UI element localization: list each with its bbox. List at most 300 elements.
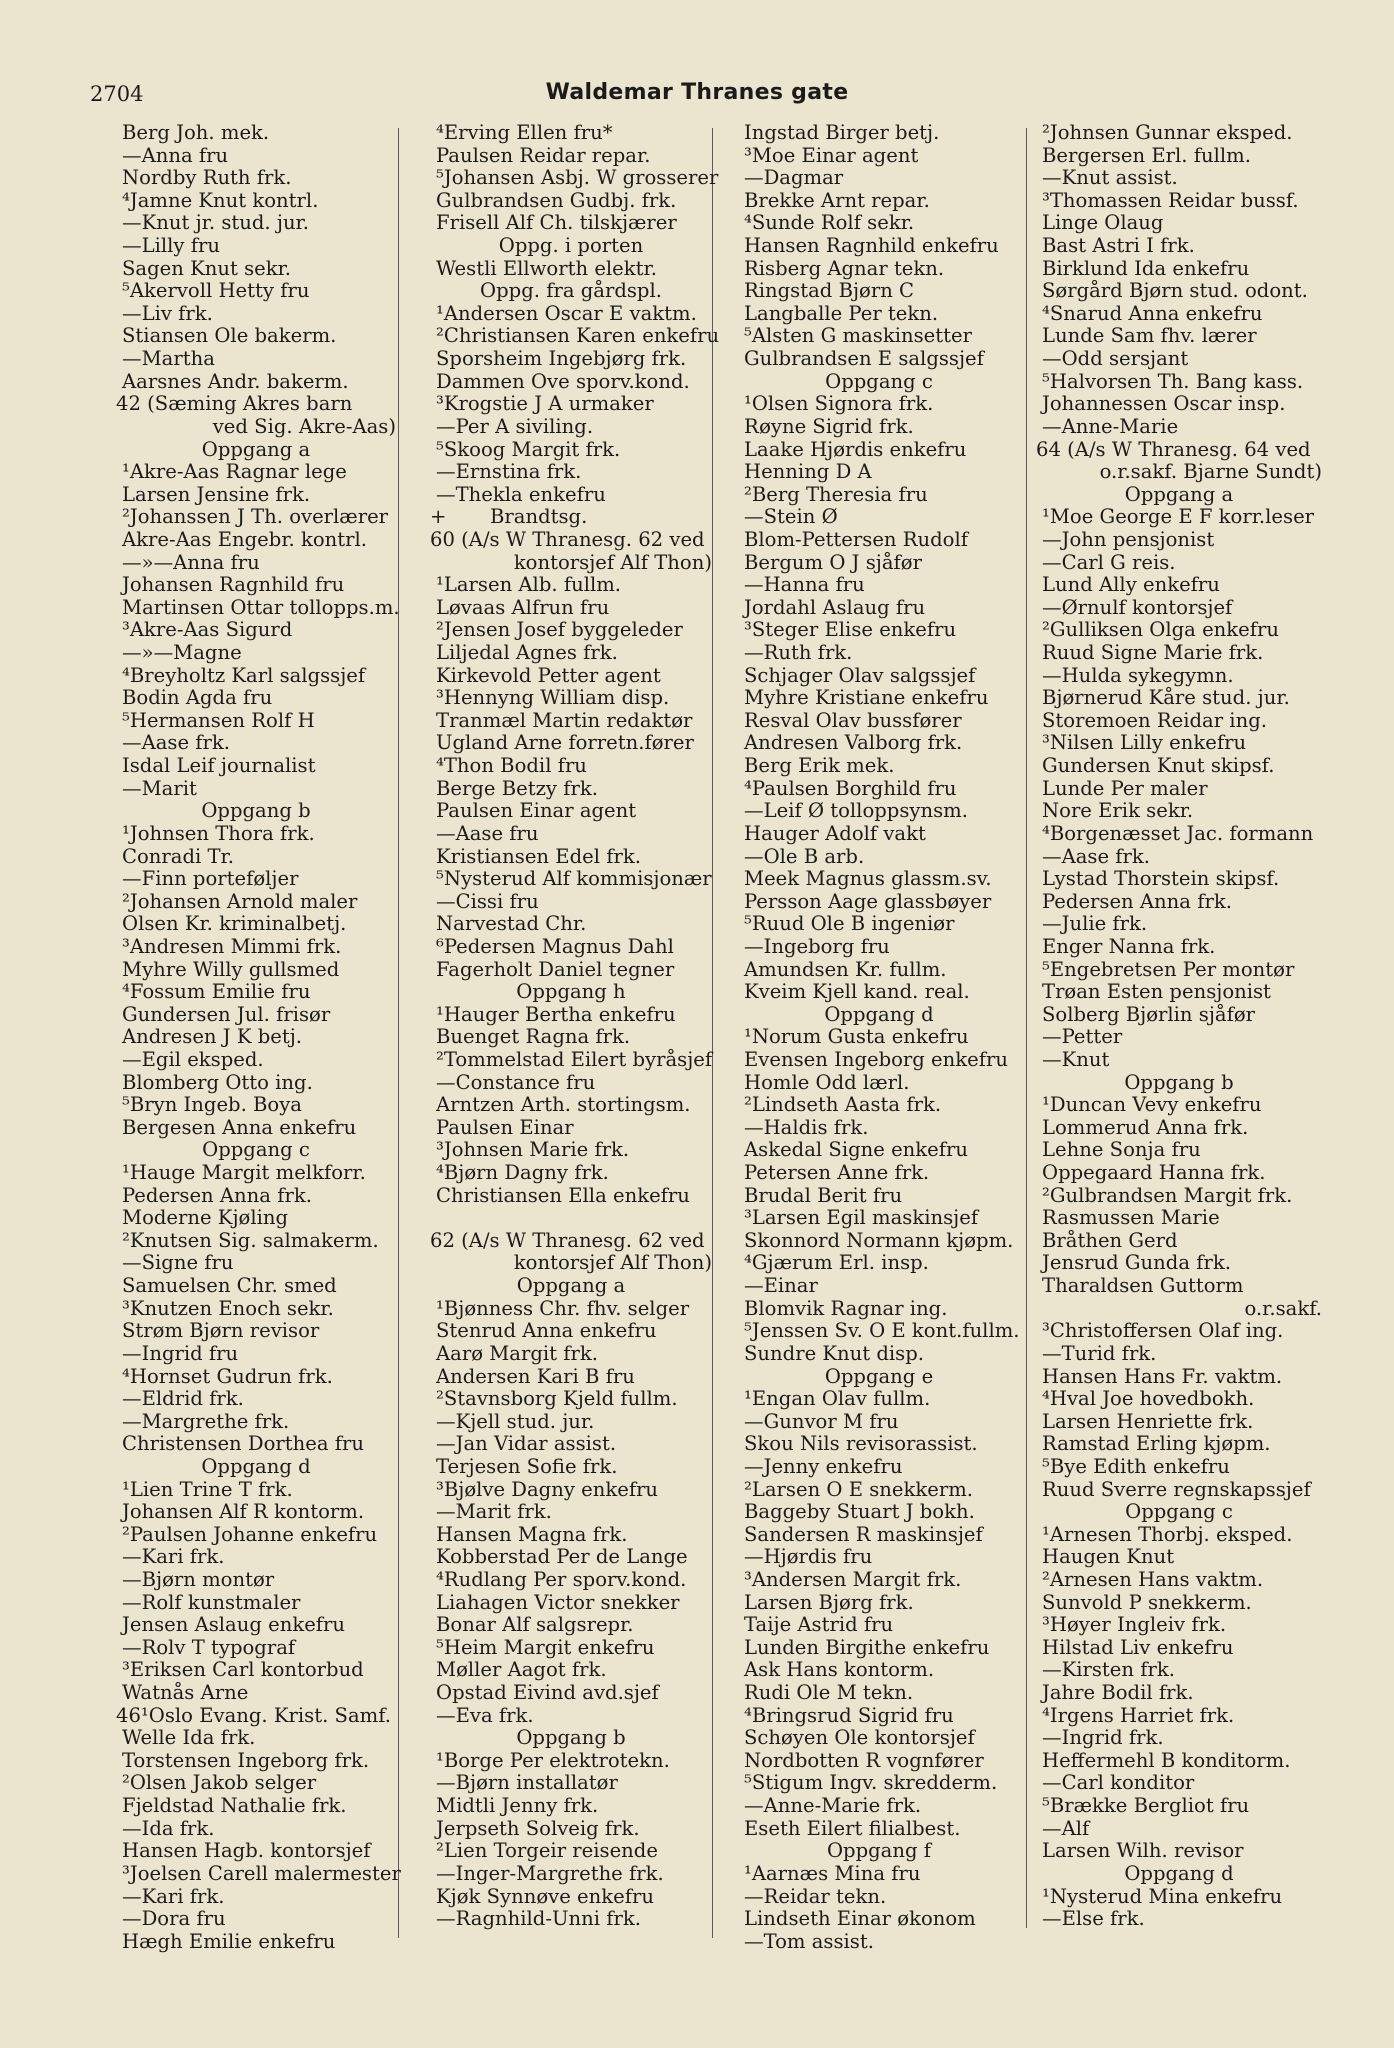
directory-entry: Gulbrandsen Gudbj. frk. [436,188,677,212]
directory-entry: ⁵Engebretsen Per montør [1042,957,1295,981]
directory-entry: —Jan Vidar assist. [436,1432,617,1456]
directory-entry: Resval Olav bussfører [744,708,962,732]
directory-entry: Hægh Emilie enkefru [122,1929,336,1953]
directory-entry: —Aase fru [436,821,539,845]
directory-entry: ⁴Snarud Anna enkefru [1042,301,1263,325]
section-heading: Oppgang b [201,799,311,823]
directory-entry: Aarø Margit frk. [436,1341,598,1365]
directory-entry: ⁴Breyholtz Karl salgssjef [122,663,366,687]
directory-entry: Sundre Knut disp. [744,1341,925,1365]
directory-entry: Larsen Wilh. revisor [1042,1839,1244,1863]
directory-entry: Linge Olaug [1042,211,1164,235]
directory-entry: ²Gulbrandsen Margit frk. [1042,1183,1293,1207]
directory-entry: ²Christiansen Karen enkefru [436,324,720,348]
directory-entry: Gundersen Knut skipsf. [1042,754,1275,778]
directory-entry: ³Hennyng William disp. [436,686,670,710]
directory-entry: Isdal Leif journalist [122,754,316,778]
directory-entry: ²Tommelstad Eilert byråsjef [436,1047,713,1071]
directory-entry: ¹Nysterud Mina enkefru [1042,1884,1283,1908]
directory-entry: Myhre Willy gullsmed [122,957,340,981]
directory-entry: Røyne Sigrid frk. [744,414,914,438]
directory-entry: —Bjørn installatør [436,1771,618,1795]
directory-entry: ³Andresen Mimmi frk. [122,934,342,958]
directory-entry: Ringstad Bjørn C [744,279,915,303]
directory-entry: ³Eriksen Carl kontorbud [122,1658,364,1682]
section-heading: Oppgang d [201,1454,311,1478]
directory-entry: ⁵Bye Edith enkefru [1042,1454,1230,1478]
directory-entry: ¹Arnesen Thorbj. eksped. [1042,1522,1293,1546]
directory-entry: Narvestad Chr. [436,912,587,936]
directory-entry: Fjeldstad Nathalie frk. [122,1794,347,1818]
directory-entry: —Turid frk. [1042,1341,1157,1365]
directory-entry: kontorsjef Alf Thon) [513,1251,712,1275]
directory-entry: Bjørnerud Kåre stud. jur. [1042,686,1290,710]
directory-entry: —Aase frk. [122,731,231,755]
directory-entry: Pedersen Anna frk. [1042,889,1232,913]
directory-entry: Ask Hans kontorm. [744,1658,935,1682]
directory-entry: —Marit frk. [436,1500,552,1524]
directory-entry: ²Knutsen Sig. salmakerm. [122,1228,379,1252]
directory-entry: ²Stavnsborg Kjeld fullm. [436,1387,678,1411]
directory-entry: ¹Akre-Aas Ragnar lege [122,460,347,484]
directory-entry: —Julie frk. [1042,912,1148,936]
directory-entry: ¹Larsen Alb. fullm. [436,573,622,597]
directory-entry: ²Paulsen Johanne enkefru [122,1522,378,1546]
directory-entry: ⁵Akervoll Hetty fru [122,279,310,303]
directory-entry: Blomvik Ragnar ing. [744,1296,948,1320]
directory-entry: ¹Andersen Oscar E vaktm. [436,301,697,325]
directory-entry: —Knut assist. [1042,166,1178,190]
directory-entry: ¹Engan Olav fullm. [744,1387,931,1411]
directory-entry: Liahagen Victor snekker [436,1590,680,1614]
directory-entry: 42 (Sæming Akres barn [116,392,353,416]
directory-entry: Oppegaard Hanna frk. [1042,1161,1266,1185]
directory-entry: Storemoen Reidar ing. [1042,708,1267,732]
section-heading: Oppgang a [201,437,311,461]
directory-entry: Stenrud Anna enkefru [436,1319,657,1343]
directory-entry: Bast Astri I frk. [1042,234,1195,258]
directory-entry: ¹Duncan Vevy enkefru [1042,1093,1262,1117]
directory-entry: —Jenny enkefru [744,1454,903,1478]
directory-entry: ²Gulliksen Olga enkefru [1042,618,1280,642]
directory-entry: Kirkevold Petter agent [436,663,661,687]
directory-entry: —Odd sersjant [1042,347,1189,371]
directory-entry: Brudal Berit fru [744,1183,903,1207]
directory-entry: ³Larsen Egil maskinsjef [744,1206,979,1230]
directory-entry: Lindseth Einar økonom [744,1907,976,1931]
directory-entry: Jerpseth Solveig frk. [436,1816,640,1840]
page-number: 2704 [90,82,144,106]
directory-entry: ¹Bjønness Chr. fhv. selger [436,1296,690,1320]
directory-entry: —Kari frk. [122,1884,225,1908]
directory-entry: Sunvold P snekkerm. [1042,1590,1252,1614]
directory-entry: ²Larsen O E snekkerm. [744,1477,974,1501]
directory-entry: ³Steger Elise enkefru [744,618,957,642]
directory-entry: —Reidar tekn. [744,1884,887,1908]
column-divider [712,128,713,1938]
directory-entry: Midtli Jenny frk. [436,1794,599,1818]
directory-entry: —Leif Ø tolloppsynsm. [744,799,968,823]
directory-entry: ⁵Jenssen Sv. O E kont.fullm. [744,1319,1020,1343]
directory-entry: Bergum O J sjåfør [744,550,922,574]
directory-entry: ⁴Paulsen Borghild fru [744,776,957,800]
directory-entry: —Ragnhild-Unni frk. [436,1907,641,1931]
directory-entry: ¹Hauger Bertha enkefru [436,1002,676,1026]
directory-entry: Bergesen Anna enkefru [122,1115,357,1139]
directory-entry: Fagerholt Daniel tegner [436,957,675,981]
directory-entry: —Margrethe frk. [122,1409,290,1433]
directory-entry: Bonar Alf salgsrepr. [436,1613,634,1637]
section-heading: Oppgang a [516,1274,626,1298]
directory-entry: —»—Magne [122,641,242,665]
directory-entry: Jensrud Gunda frk. [1042,1251,1231,1275]
directory-entry: —Ole B arb. [744,844,865,868]
directory-entry: Kveim Kjell kand. real. [744,980,970,1004]
directory-entry: ⁴Bringsrud Sigrid fru [744,1703,954,1727]
directory-entry: —»—Anna fru [122,550,260,574]
directory-entry: —Carl G reis. [1042,550,1176,574]
directory-entry: ²Jensen Josef byggeleder [436,618,683,642]
directory-entry: —Thekla enkefru [436,482,606,506]
directory-column-3 [738,122,1020,1953]
directory-entry: ⁵Brække Bergliot fru [1042,1794,1250,1818]
directory-entry: Meek Magnus glassm.sv. [744,867,992,891]
directory-entry: —Signe fru [122,1251,234,1275]
directory-entry: Eseth Eilert filialbest. [744,1816,961,1840]
directory-entry: Hansen Ragnhild enkefru [744,234,999,258]
directory-entry: Bodin Agda fru [122,686,273,710]
directory-entry: Larsen Bjørg frk. [744,1590,914,1614]
directory-entry: —Tom assist. [744,1929,874,1953]
directory-entry: Løvaas Alfrun fru [436,595,610,619]
directory-entry: 64 (A/s W Thranesg. 64 ved [1036,437,1311,461]
directory-entry: ³Joelsen Carell malermester [122,1861,401,1885]
directory-entry: —Per A siviling. [436,414,594,438]
directory-entry: —Inger-Margrethe frk. [436,1861,664,1885]
directory-entry: ²Johnsen Gunnar eksped. [1042,121,1293,144]
directory-entry: ⁴Sunde Rolf sekr. [744,211,915,235]
directory-entry: Baggeby Stuart J bokh. [744,1500,975,1524]
directory-entry: ²Arnesen Hans vaktm. [1042,1568,1264,1591]
directory-entry: —Haldis frk. [744,1115,869,1139]
directory-entry: —John pensjonist [1042,527,1215,551]
directory-entry: kontorsjef Alf Thon) [513,550,712,574]
directory-entry: —Anne-Marie frk. [744,1794,922,1818]
section-heading: Oppgang d [1124,1861,1234,1885]
directory-entry: ²Johansen Arnold maler [122,889,358,913]
directory-entry: ²Lindseth Aasta frk. [744,1093,942,1117]
directory-entry [430,1207,712,1230]
directory-entry: Westli Ellworth elektr. [436,256,657,280]
directory-entry: Stiansen Ole bakerm. [122,324,337,348]
directory-entry: Larsen Jensine frk. [122,482,311,506]
directory-entry: ¹Lien Trine T frk. [122,1477,293,1501]
directory-entry: —Ingeborg fru [744,934,890,958]
directory-entry: ⁵Halvorsen Th. Bang kass. [1042,369,1304,393]
directory-entry: Nordby Ruth frk. [122,166,292,190]
directory-entry: Frisell Alf Ch. tilskjærer [436,211,677,235]
directory-entry: Johansen Alf R kontorm. [122,1500,365,1524]
section-heading: Oppgang h [516,980,626,1004]
directory-entry: Berge Betzy frk. [436,776,598,800]
directory-entry: ¹Moe George E F korr.leser [1042,505,1315,529]
directory-entry: Kjøk Synnøve enkefru [436,1884,654,1908]
column-divider [1026,128,1027,1928]
directory-entry: Berg Erik mek. [744,754,895,778]
directory-entry: Johannessen Oscar insp. [1042,392,1286,416]
directory-entry: Ugland Arne forretn.fører [436,731,694,755]
directory-entry: Rudi Ole M tekn. [744,1681,914,1705]
directory-entry: Møller Aagot frk. [436,1658,607,1682]
directory-entry: Ruud Sverre regnskapssjef [1042,1477,1311,1501]
directory-entry: ⁵Bryn Ingeb. Boya [122,1093,302,1117]
directory-entry: ³Johnsen Marie frk. [436,1138,630,1162]
directory-entry: —Knut jr. stud. jur. [122,211,310,235]
directory-entry: Hansen Hans Fr. vaktm. [1042,1364,1283,1388]
section-heading: Oppgang a [1124,482,1234,506]
directory-entry: Paulsen Einar agent [436,799,637,823]
directory-entry: —Carl konditor [1042,1771,1195,1795]
directory-entry: Christiansen Ella enkefru [436,1183,690,1207]
directory-entry: —Eldrid frk. [122,1387,244,1411]
directory-entry: ⁴Rudlang Per sporv.kond. [436,1568,687,1591]
directory-entry: Rasmussen Marie [1042,1206,1220,1230]
directory-entry: —Rolf kunstmaler [122,1590,301,1614]
directory-entry: ⁴Jamne Knut kontrl. [122,188,319,212]
directory-entry: ⁴Bjørn Dagny frk. [436,1161,609,1185]
directory-entry: ³Moe Einar agent [744,143,919,167]
section-heading: Oppgang c [202,1138,310,1162]
directory-entry: —Ruth frk. [744,641,853,665]
directory-entry: Ruud Signe Marie frk. [1042,641,1264,665]
section-heading: Oppgang c [825,369,933,393]
directory-entry: Lunde Per maler [1042,776,1208,800]
directory-entry: Sørgård Bjørn stud. odont. [1042,279,1308,303]
directory-entry: Moderne Kjøling [122,1206,289,1230]
directory-entry: Hansen Magna frk. [436,1522,628,1546]
directory-entry: Lystad Thorstein skipsf. [1042,867,1280,891]
directory-entry: Nore Erik sekr. [1042,799,1194,823]
directory-entry: Strøm Bjørn revisor [122,1319,320,1343]
directory-entry: Liljedal Agnes frk. [436,641,618,665]
directory-entry: Andersen Kari B fru [436,1364,635,1388]
directory-entry: Schjager Olav salgssjef [744,663,976,687]
directory-entry: —Liv frk. [122,301,213,325]
directory-entry: Terjesen Sofie frk. [436,1454,618,1478]
directory-entry: Tharaldsen Guttorm [1042,1274,1244,1298]
directory-entry: Kristiansen Edel frk. [436,844,641,868]
directory-entry: Lund Ally enkefru [1042,573,1220,597]
directory-entry: Blom-Pettersen Rudolf [744,527,968,551]
directory-entry: ⁴Fossum Emilie fru [122,980,311,1004]
section-heading: Oppgang b [516,1726,626,1750]
directory-entry: —Anne-Marie [1042,414,1179,438]
directory-entry: o.r.sakf. [1244,1296,1322,1320]
directory-entry: Enger Nanna frk. [1042,934,1216,958]
directory-entry: Langballe Per tekn. [744,301,939,325]
directory-entry: Aarsnes Andr. bakerm. [122,369,349,393]
directory-entry: Birklund Ida enkefru [1042,256,1250,280]
directory-entry: 46¹Oslo Evang. Krist. Samf. [116,1703,391,1727]
directory-entry: Heffermehl B konditorm. [1042,1748,1291,1772]
directory-entry: ³Høyer Ingleiv frk. [1042,1613,1227,1637]
directory-entry: 60 (A/s W Thranesg. 62 ved [430,527,705,551]
directory-column-4 [1036,122,1322,1931]
directory-entry: Evensen Ingeborg enkefru [744,1047,1008,1071]
directory-entry: ¹Norum Gusta enkefru [744,1025,969,1049]
directory-entry: Larsen Henriette frk. [1042,1409,1254,1433]
directory-entry: —Einar [744,1274,818,1298]
directory-entry: Trøan Esten pensjonist [1042,980,1271,1004]
column-divider [398,128,399,1938]
directory-entry: Haugen Knut [1042,1545,1175,1569]
directory-entry: Samuelsen Chr. smed [122,1274,337,1298]
page-title: Waldemar Thranes gate [545,80,849,105]
directory-entry: ⁵Hermansen Rolf H [122,708,315,732]
directory-entry: —Marit [122,776,197,800]
directory-entry: —Dagmar [744,166,844,190]
directory-entry: ²Olsen Jakob selger [122,1771,317,1795]
directory-entry: Sandersen R maskinsjef [744,1522,983,1546]
directory-entry: Nordbotten R vognfører [744,1748,984,1772]
directory-entry: ³Bjølve Dagny enkefru [436,1477,659,1501]
directory-entry: Risberg Agnar tekn. [744,256,945,280]
directory-entry: —Eva frk. [436,1703,534,1727]
directory-entry: Solberg Bjørlin sjåfør [1042,1002,1256,1026]
directory-entry: —Ingrid fru [122,1341,239,1365]
directory-entry: Ingstad Birger betj. [744,121,940,144]
directory-entry: Johansen Ragnhild fru [122,573,345,597]
directory-entry: —Gunvor M fru [744,1409,899,1433]
directory-entry: ²Lien Torgeir reisende [436,1839,658,1863]
directory-entry: ⁵Alsten G maskinsetter [744,324,972,348]
directory-entry: Sagen Knut sekr. [122,256,292,280]
directory-entry: ⁴Thon Bodil fru [436,754,587,778]
directory-entry: —Anna fru [122,143,229,167]
directory-entry: Brekke Arnt repar. [744,188,930,212]
directory-entry: Bråthen Gerd [1042,1228,1178,1252]
directory-entry: Jordahl Aslaug fru [744,595,926,619]
directory-entry: —Kirsten frk. [1042,1658,1175,1682]
directory-entry: ³Knutzen Enoch sekr. [122,1296,334,1320]
directory-entry: ⁴Borgenæsset Jac. formann [1042,821,1314,845]
directory-column-2 [430,121,720,1931]
directory-entry: Lunde Sam fhv. lærer [1042,324,1257,348]
directory-entry: ³Christoffersen Olaf ing. [1042,1319,1284,1343]
section-heading: Oppgang d [824,1002,934,1026]
directory-entry: Akre-Aas Engebr. kontrl. [122,527,368,551]
directory-entry: Pedersen Anna frk. [122,1183,312,1207]
directory-entry: —Petter [1042,1025,1123,1049]
directory-entry: o.r.sakf. Bjarne Sundt) [1099,460,1322,484]
directory-entry: ³Thomassen Reidar bussf. [1042,188,1299,212]
directory-entry: Myhre Kristiane enkefru [744,686,989,710]
directory-entry: —Ida frk. [122,1816,215,1840]
directory-entry: —Egil eksped. [122,1047,264,1071]
directory-entry: Tranmæl Martin redaktør [436,708,693,732]
directory-entry: Lehne Sonja fru [1042,1138,1201,1162]
directory-entry: ⁵Skoog Margit frk. [436,437,621,461]
directory-entry: Welle Ida frk. [122,1726,256,1750]
directory-entry: —Aase frk. [1042,844,1151,868]
directory-entry: ³Andersen Margit frk. [744,1568,962,1591]
directory-entry: ⁴Irgens Harriet frk. [1042,1703,1235,1727]
directory-entry: Buenget Ragna frk. [436,1025,631,1049]
directory-entry: —Martha [122,347,215,371]
directory-entry: Blomberg Otto ing. [122,1070,313,1094]
directory-entry: —Hulda sykegymn. [1042,663,1234,687]
directory-entry: ¹Olsen Signora frk. [744,392,934,416]
directory-entry: Hauger Adolf vakt [744,821,926,845]
directory-entry: Skonnord Normann kjøpm. [744,1228,1014,1252]
directory-entry: Lommerud Anna frk. [1042,1115,1249,1139]
directory-entry: ⁵Heim Margit enkefru [436,1635,655,1659]
directory-entry: Paulsen Einar [436,1115,574,1139]
directory-entry: ³Krogstie J A urmaker [436,392,654,416]
directory-entry: —Bjørn montør [122,1568,275,1591]
directory-entry: ²Johanssen J Th. overlærer [122,505,389,529]
directory-entry: ⁵Johansen Asbj. W grosserer [436,166,719,190]
directory-entry: —Ørnulf kontorsjef [1042,595,1233,619]
directory-entry: —Alf [1042,1816,1090,1840]
directory-entry: + Brandtsg. [430,505,588,529]
directory-entry: Taije Astrid fru [744,1613,894,1637]
directory-entry: ⁵Stigum Ingv. skredderm. [744,1771,998,1795]
directory-entry: —Rolv T typograf [122,1635,296,1659]
directory-entry: —Hanna fru [744,573,865,597]
directory-entry: Jahre Bodil frk. [1042,1681,1194,1705]
directory-entry: Skou Nils revisorassist. [744,1432,978,1456]
directory-entry: —Cissi fru [436,889,539,913]
directory-entry: —Knut [1042,1047,1110,1071]
directory-entry: Askedal Signe enkefru [744,1138,968,1162]
directory-entry: —Else frk. [1042,1907,1145,1931]
directory-entry: ¹Hauge Margit melkforr. [122,1161,366,1185]
directory-entry: Berg Joh. mek. [122,121,270,144]
directory-entry: ¹Aarnæs Mina fru [744,1861,921,1885]
directory-entry: Laake Hjørdis enkefru [744,437,967,461]
directory-entry: —Kjell stud. jur. [436,1409,595,1433]
directory-entry: ³Nilsen Lilly enkefru [1042,731,1247,755]
directory-entry: Andresen Valborg frk. [744,731,963,755]
directory-entry: Opstad Eivind avd.sjef [436,1681,659,1705]
section-heading: Oppgang c [1125,1500,1233,1524]
directory-entry: Dammen Ove sporv.kond. [436,369,690,393]
directory-entry: —Dora fru [122,1907,226,1931]
section-heading: Oppgang e [824,1364,934,1388]
directory-entry: Arntzen Arth. stortingsm. [436,1093,691,1117]
directory-entry: Christensen Dorthea fru [122,1432,364,1456]
directory-entry: Henning D A [744,460,872,484]
directory-entry: ⁴Hval Joe hovedbokh. [1042,1387,1255,1411]
directory-entry: 62 (A/s W Thranesg. 62 ved [430,1228,705,1252]
directory-entry: Gulbrandsen E salgssjef [744,347,984,371]
directory-entry: Petersen Anne frk. [744,1161,930,1185]
directory-entry: ⁴Gjærum Erl. insp. [744,1251,929,1275]
directory-column-1 [116,121,401,1953]
directory-entry: Andresen J K betj. [122,1025,303,1049]
directory-entry: Torstensen Ingeborg frk. [122,1748,370,1772]
directory-entry: —Kari frk. [122,1545,225,1569]
directory-entry: ³Akre-Aas Sigurd [122,618,293,642]
directory-entry: —Finn porteføljer [122,867,299,891]
directory-entry: Gundersen Jul. frisør [122,1002,331,1026]
directory-entry: Conradi Tr. [122,844,235,868]
directory-entry: Ramstad Erling kjøpm. [1042,1432,1271,1456]
directory-entry: Watnås Arne [122,1681,249,1705]
section-heading: Oppg. fra gårdspl. [480,279,662,303]
directory-entry: —Constance fru [436,1070,596,1094]
